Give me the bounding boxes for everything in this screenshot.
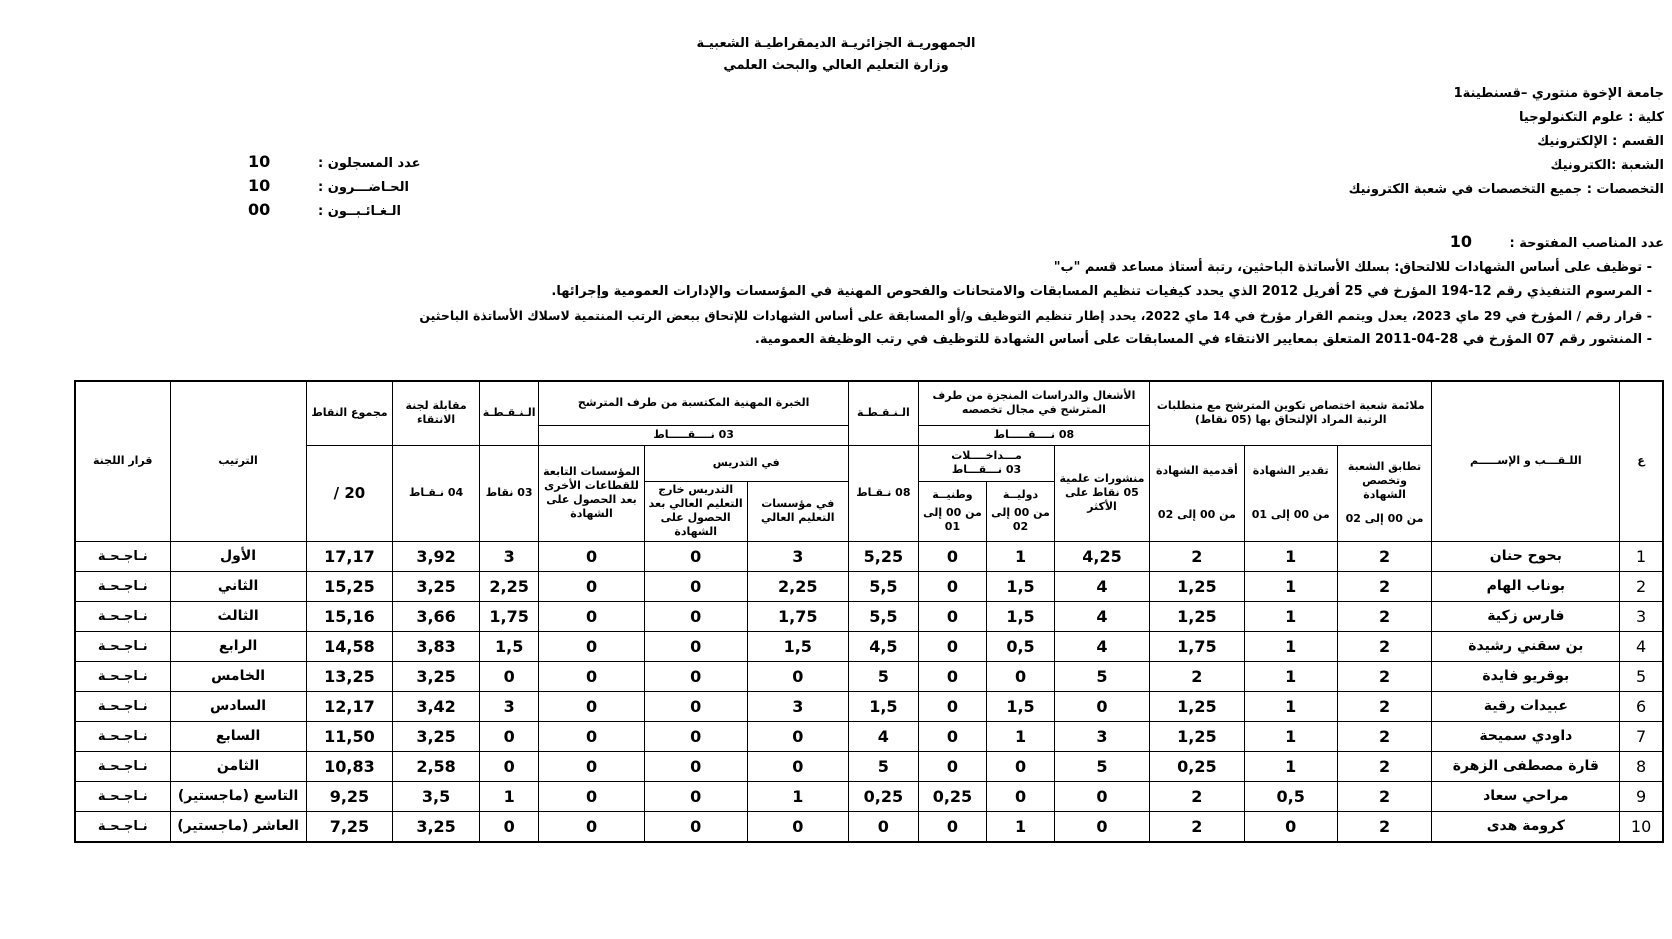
- fit-grade-score: 0: [1244, 811, 1337, 842]
- candidate-name: عبيدات رقية: [1432, 691, 1620, 721]
- natl-talks-score: 0: [918, 691, 986, 721]
- header-index: ع: [1620, 381, 1663, 541]
- rank-label: الأول: [170, 541, 306, 571]
- work-points: 4: [848, 721, 918, 751]
- positions-value: 10: [1449, 232, 1472, 251]
- fit-age-score: 1,25: [1149, 571, 1244, 601]
- header-point1-sub: 08 نـقـاط: [848, 445, 918, 541]
- reference-line: - المرسوم التنفيذي رقم 12-194 المؤرخ في 25 أفريل 2012 الذي يحدد كيفيات تنظيم المسابقات والامتحانات والفحوص المهنية في المؤسسات والإدارات العمومية وإجرائها.: [551, 284, 1652, 299]
- publications-score: 0: [1055, 781, 1150, 811]
- natl-talks-score: 0: [918, 721, 986, 751]
- publications-score: 4: [1055, 631, 1150, 661]
- teach-in-score: 2,25: [747, 571, 848, 601]
- publications-score: 0: [1055, 691, 1150, 721]
- work-points: 0,25: [848, 781, 918, 811]
- institutions-score: 0: [539, 811, 644, 842]
- fit-spec-score: 2: [1337, 661, 1432, 691]
- natl-talks-score: 0: [918, 751, 986, 781]
- work-points: 5: [848, 751, 918, 781]
- table-row: [75, 691, 1663, 721]
- rank-label: السابع: [170, 721, 306, 751]
- total-score: 17,17: [306, 541, 393, 571]
- institutions-score: 0: [539, 631, 644, 661]
- teach-out-score: 0: [644, 571, 747, 601]
- rank-label: الثالث: [170, 601, 306, 631]
- institutions-score: 0: [539, 691, 644, 721]
- table-row: [75, 601, 1663, 631]
- fit-grade-score: 0,5: [1244, 781, 1337, 811]
- university-name: جامعة الإخوة منتوري –قسنطينة1: [1453, 86, 1664, 101]
- positions-label: عدد المناصب المفتوحة :: [1509, 236, 1664, 251]
- reference-line: - قرار رقم / المؤرخ في 29 ماي 2023، يعدل ويتمم القرار مؤرخ في 14 ماي 2022، يحدد إطار تنظيم التوظيف و/أو المسابقة على أساس الشهادات للإتحاق ببعض الرتب المنتمية لاسلاك الأساتذة الباحثين: [419, 308, 1652, 323]
- absent-label: الـغـائـبــون :: [318, 204, 401, 219]
- experience-points: 2,25: [479, 571, 539, 601]
- fit-spec-score: 2: [1337, 601, 1432, 631]
- header-talks: مـــداخــــلات 03 نـــقـــاط: [918, 445, 1054, 481]
- header-fit-group: ملائمة شعبة اختصاص تكوين المترشح مع متطلبات الرتبة المراد الإلتحاق بها (05 نقاط): [1149, 381, 1432, 445]
- total-score: 11,50: [306, 721, 393, 751]
- publications-score: 3: [1055, 721, 1150, 751]
- publications-score: 5: [1055, 751, 1150, 781]
- fit-age-score: 1,25: [1149, 601, 1244, 631]
- decision-label: نـاجـحـة: [75, 571, 170, 601]
- total-score: 15,25: [306, 571, 393, 601]
- interview-score: 3,25: [393, 571, 480, 601]
- decision-label: نـاجـحـة: [75, 751, 170, 781]
- interview-score: 2,58: [393, 751, 480, 781]
- header-point1: الـنـقـطـة: [848, 381, 918, 445]
- row-index: 1: [1620, 541, 1663, 571]
- ministry-title: وزارة التعليم العالي والبحث العلمي: [723, 58, 949, 73]
- fit-spec-score: 2: [1337, 751, 1432, 781]
- row-index: 10: [1620, 811, 1663, 842]
- publications-score: 4,25: [1055, 541, 1150, 571]
- teach-in-score: 1,5: [747, 631, 848, 661]
- rank-label: الخامس: [170, 661, 306, 691]
- table-row: [75, 781, 1663, 811]
- table-row: [75, 751, 1663, 781]
- header-fit-grade: تقدير الشهادة من 00 إلى 01: [1244, 445, 1337, 541]
- total-score: 14,58: [306, 631, 393, 661]
- candidate-name: بوقريو فايدة: [1432, 661, 1620, 691]
- header-exp-group: الخبرة المهنية المكتسبة من طرف المترشح: [539, 381, 848, 425]
- experience-points: 0: [479, 811, 539, 842]
- header-decision: قرار اللجنة: [75, 381, 170, 541]
- natl-talks-score: 0: [918, 661, 986, 691]
- natl-talks-score: 0: [918, 811, 986, 842]
- experience-points: 1: [479, 781, 539, 811]
- decision-label: نـاجـحـة: [75, 781, 170, 811]
- table-row: [75, 631, 1663, 661]
- intl-talks-score: 0: [986, 661, 1054, 691]
- work-points: 1,5: [848, 691, 918, 721]
- present-label: الحـاضـــرون :: [318, 180, 409, 195]
- experience-points: 1,5: [479, 631, 539, 661]
- row-index: 7: [1620, 721, 1663, 751]
- header-point2-sub: 03 نقاط: [479, 445, 539, 541]
- absent-value: 00: [248, 200, 271, 219]
- rank-label: الثامن: [170, 751, 306, 781]
- registered-value: 10: [248, 152, 271, 171]
- fit-grade-score: 1: [1244, 751, 1337, 781]
- specialties-line: التخصصات : جميع التخصصات في شعبة الكترونيك: [1348, 182, 1664, 197]
- work-points: 0: [848, 811, 918, 842]
- publications-score: 5: [1055, 661, 1150, 691]
- candidate-name: فارس زكية: [1432, 601, 1620, 631]
- interview-score: 3,83: [393, 631, 480, 661]
- decision-label: نـاجـحـة: [75, 721, 170, 751]
- candidate-name: قارة مصطفى الزهرة: [1432, 751, 1620, 781]
- teach-out-score: 0: [644, 751, 747, 781]
- experience-points: 3: [479, 691, 539, 721]
- header-total-sub: 20 /: [306, 445, 393, 541]
- decision-label: نـاجـحـة: [75, 691, 170, 721]
- teach-in-score: 3: [747, 541, 848, 571]
- row-index: 5: [1620, 661, 1663, 691]
- work-points: 5,5: [848, 571, 918, 601]
- teach-out-score: 0: [644, 601, 747, 631]
- fit-grade-score: 1: [1244, 631, 1337, 661]
- row-index: 3: [1620, 601, 1663, 631]
- experience-points: 0: [479, 661, 539, 691]
- institutions-score: 0: [539, 751, 644, 781]
- publications-score: 0: [1055, 811, 1150, 842]
- intl-talks-score: 1: [986, 811, 1054, 842]
- institutions-score: 0: [539, 781, 644, 811]
- decision-label: نـاجـحـة: [75, 661, 170, 691]
- teach-out-score: 0: [644, 691, 747, 721]
- publications-score: 4: [1055, 571, 1150, 601]
- institutions-score: 0: [539, 541, 644, 571]
- header-work-points: 08 نــــقـــــاط: [918, 425, 1149, 445]
- intl-talks-score: 0: [986, 781, 1054, 811]
- results-table: [74, 380, 1664, 843]
- intl-talks-score: 0: [986, 751, 1054, 781]
- natl-talks-score: 0: [918, 631, 986, 661]
- table-row: [75, 661, 1663, 691]
- republic-title: الجمهوريـة الجزائريـة الديمقراطيـة الشعبيـة: [696, 36, 976, 51]
- header-intl: دوليــة من 00 إلى 02: [986, 481, 1054, 541]
- rank-label: السادس: [170, 691, 306, 721]
- candidate-name: داودي سميحة: [1432, 721, 1620, 751]
- candidate-name: بحوح حنان: [1432, 541, 1620, 571]
- intl-talks-score: 0,5: [986, 631, 1054, 661]
- rank-label: الثاني: [170, 571, 306, 601]
- teach-in-score: 3: [747, 691, 848, 721]
- natl-talks-score: 0: [918, 601, 986, 631]
- work-points: 5: [848, 661, 918, 691]
- header-name: اللـقـــب و الإســـــم: [1432, 381, 1620, 541]
- teach-in-score: 1,75: [747, 601, 848, 631]
- fit-grade-score: 1: [1244, 601, 1337, 631]
- header-interview-sub: 04 نـقـاط: [393, 445, 480, 541]
- intl-talks-score: 1,5: [986, 571, 1054, 601]
- table-row: [75, 541, 1663, 571]
- header-rank: الترتيب: [170, 381, 306, 541]
- intl-talks-score: 1,5: [986, 601, 1054, 631]
- fit-age-score: 2: [1149, 541, 1244, 571]
- institutions-score: 0: [539, 601, 644, 631]
- fit-spec-score: 2: [1337, 541, 1432, 571]
- teach-in-score: 0: [747, 751, 848, 781]
- rank-label: الرابع: [170, 631, 306, 661]
- fit-spec-score: 2: [1337, 781, 1432, 811]
- teach-out-score: 0: [644, 811, 747, 842]
- teach-in-score: 0: [747, 811, 848, 842]
- header-teach-in: في مؤسسات التعليم العالي: [747, 481, 848, 541]
- header-inst: المؤسسات التابعة للقطاعات الأخرى بعد الحصول على الشهادة: [539, 445, 644, 541]
- teach-out-score: 0: [644, 721, 747, 751]
- fit-grade-score: 1: [1244, 721, 1337, 751]
- total-score: 15,16: [306, 601, 393, 631]
- row-index: 9: [1620, 781, 1663, 811]
- fit-age-score: 2: [1149, 661, 1244, 691]
- branch-line: الشعبة :الكترونيك: [1550, 158, 1664, 173]
- intl-talks-score: 1,5: [986, 691, 1054, 721]
- experience-points: 1,75: [479, 601, 539, 631]
- fit-age-score: 2: [1149, 811, 1244, 842]
- header-natl: وطنيــة من 00 إلى 01: [918, 481, 986, 541]
- fit-spec-score: 2: [1337, 571, 1432, 601]
- header-pubs: منشورات علمية 05 نقاط على الأكثر: [1055, 445, 1150, 541]
- teach-out-score: 0: [644, 541, 747, 571]
- fit-spec-score: 2: [1337, 691, 1432, 721]
- fit-age-score: 1,75: [1149, 631, 1244, 661]
- teach-in-score: 0: [747, 721, 848, 751]
- natl-talks-score: 0: [918, 571, 986, 601]
- work-points: 4,5: [848, 631, 918, 661]
- natl-talks-score: 0,25: [918, 781, 986, 811]
- teach-out-score: 0: [644, 661, 747, 691]
- header-total: مجموع النقاط: [306, 381, 393, 445]
- institutions-score: 0: [539, 661, 644, 691]
- table-row: [75, 721, 1663, 751]
- reference-line: - توظيف على أساس الشهادات للالتحاق: بسلك الأساتذة الباحثين، رتبة أستاذ مساعد قسم "ب": [1053, 260, 1652, 275]
- decision-label: نـاجـحـة: [75, 541, 170, 571]
- fit-age-score: 1,25: [1149, 721, 1244, 751]
- institutions-score: 0: [539, 721, 644, 751]
- work-points: 5,5: [848, 601, 918, 631]
- fit-grade-score: 1: [1244, 541, 1337, 571]
- registered-label: عدد المسجلون :: [318, 156, 421, 171]
- interview-score: 3,25: [393, 661, 480, 691]
- teach-out-score: 0: [644, 631, 747, 661]
- fit-grade-score: 1: [1244, 571, 1337, 601]
- reference-line: - المنشور رقم 07 المؤرخ في 28-04-2011 المتعلق بمعايير الانتقاء في المسابقات على أساس الشهادة للتوظيف في رتب الوظيفة العمومية.: [754, 332, 1652, 347]
- header-interview: مقابلة لجنة الانتقاء: [393, 381, 480, 445]
- teach-in-score: 0: [747, 661, 848, 691]
- total-score: 12,17: [306, 691, 393, 721]
- fit-grade-score: 1: [1244, 661, 1337, 691]
- candidate-name: بوناب الهام: [1432, 571, 1620, 601]
- interview-score: 3,25: [393, 811, 480, 842]
- row-index: 8: [1620, 751, 1663, 781]
- header-fit-spec: تطابق الشعبة وتخصص الشهادة من 00 إلى 02: [1337, 445, 1432, 541]
- fit-age-score: 0,25: [1149, 751, 1244, 781]
- interview-score: 3,92: [393, 541, 480, 571]
- row-index: 6: [1620, 691, 1663, 721]
- interview-score: 3,5: [393, 781, 480, 811]
- rank-label: التاسع (ماجستير): [170, 781, 306, 811]
- experience-points: 3: [479, 541, 539, 571]
- total-score: 7,25: [306, 811, 393, 842]
- row-index: 4: [1620, 631, 1663, 661]
- fit-spec-score: 2: [1337, 811, 1432, 842]
- fit-spec-score: 2: [1337, 631, 1432, 661]
- institutions-score: 0: [539, 571, 644, 601]
- rank-label: العاشر (ماجستير): [170, 811, 306, 842]
- header-teach-out: التدريس خارج التعليم العالي بعد الحصول على الشهادة: [644, 481, 747, 541]
- fit-age-score: 1,25: [1149, 691, 1244, 721]
- header-fit-age: أقدمية الشهادة من 00 إلى 02: [1149, 445, 1244, 541]
- total-score: 10,83: [306, 751, 393, 781]
- total-score: 9,25: [306, 781, 393, 811]
- faculty-line: كلية : علوم التكنولوجيا: [1519, 110, 1664, 125]
- row-index: 2: [1620, 571, 1663, 601]
- candidate-name: مراحي سعاد: [1432, 781, 1620, 811]
- natl-talks-score: 0: [918, 541, 986, 571]
- experience-points: 0: [479, 751, 539, 781]
- interview-score: 3,25: [393, 721, 480, 751]
- table-row: [75, 811, 1663, 842]
- decision-label: نـاجـحـة: [75, 601, 170, 631]
- fit-grade-score: 1: [1244, 691, 1337, 721]
- header-exp-points: 03 نــــقـــــاط: [539, 425, 848, 445]
- interview-score: 3,66: [393, 601, 480, 631]
- fit-age-score: 2: [1149, 781, 1244, 811]
- experience-points: 0: [479, 721, 539, 751]
- interview-score: 3,42: [393, 691, 480, 721]
- present-value: 10: [248, 176, 271, 195]
- total-score: 13,25: [306, 661, 393, 691]
- fit-spec-score: 2: [1337, 721, 1432, 751]
- decision-label: نـاجـحـة: [75, 811, 170, 842]
- intl-talks-score: 1: [986, 541, 1054, 571]
- decision-label: نـاجـحـة: [75, 631, 170, 661]
- header-work-group: الأشغال والدراسات المنجزة من طرف المترشح في مجال تخصصه: [918, 381, 1149, 425]
- candidate-name: بن سقني رشيدة: [1432, 631, 1620, 661]
- table-row: [75, 571, 1663, 601]
- department-line: القسم : الإلكترونيك: [1537, 134, 1664, 149]
- intl-talks-score: 1: [986, 721, 1054, 751]
- header-teach: في التدريس: [644, 445, 848, 481]
- teach-out-score: 0: [644, 781, 747, 811]
- teach-in-score: 1: [747, 781, 848, 811]
- publications-score: 4: [1055, 601, 1150, 631]
- work-points: 5,25: [848, 541, 918, 571]
- candidate-name: كرومة هدى: [1432, 811, 1620, 842]
- header-point2: الـنـقـطـة: [479, 381, 539, 445]
